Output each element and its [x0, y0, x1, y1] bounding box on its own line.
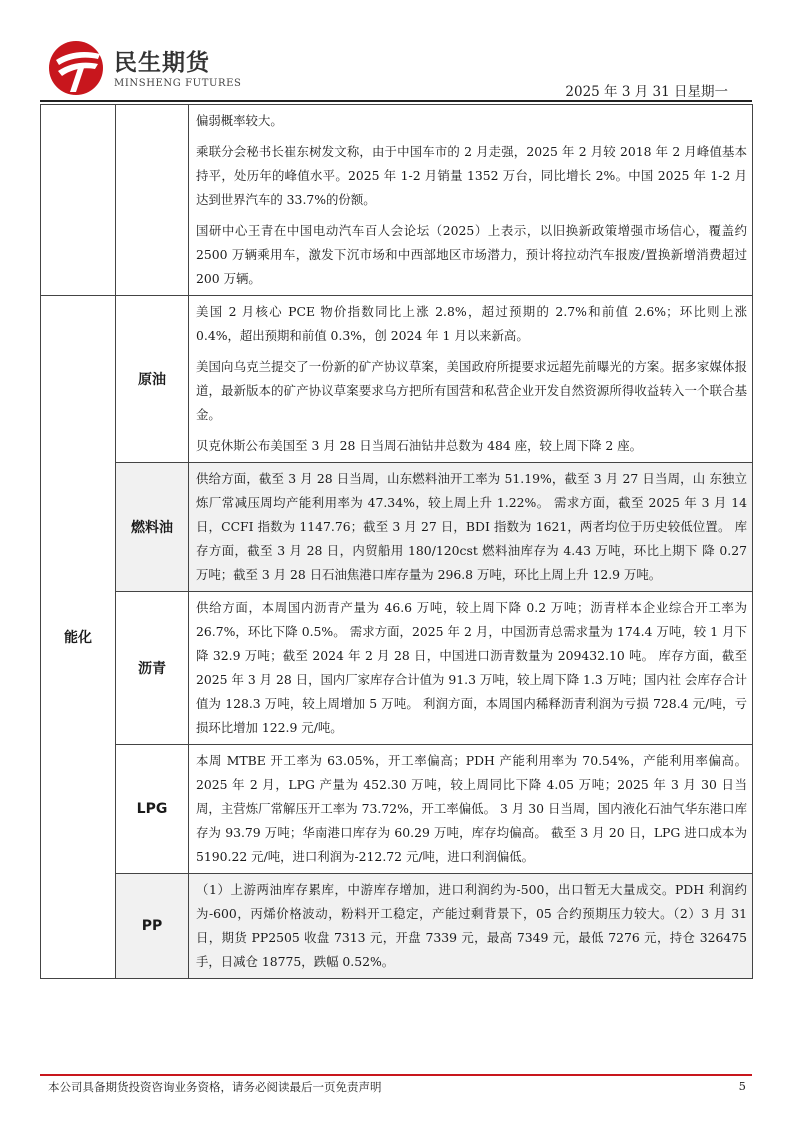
page-number: 5 [738, 1079, 746, 1093]
product-cell-lpg: LPG [116, 745, 189, 874]
paragraph: 美国向乌克兰提交了一份新的矿产协议草案，美国政府所提要求远超先前曝光的方案。据多家媒体报道，最新版本的矿产协议草案要求乌方把所有国营和私营企业开发自然资源所得收益转入一个联合基金。 [196, 359, 747, 422]
header-divider [40, 100, 752, 102]
commentary-cell [189, 105, 753, 296]
product-cell-crude-oil: 原油 [116, 296, 189, 463]
table-row-asphalt [41, 592, 753, 745]
footer-divider [40, 1074, 752, 1076]
table-row [41, 105, 753, 296]
product-cell-asphalt: 沥青 [116, 592, 189, 745]
brand-name-en: MINSHENG FUTURES [114, 78, 242, 89]
paragraph: 贝克休斯公布美国至 3 月 28 日当周石油钻井总数为 484 座，较上周下降 2 座。 [196, 438, 643, 453]
report-date: 2025 年 3 月 31 日星期一 [565, 84, 728, 100]
table-row-lpg [41, 745, 753, 874]
paragraph: 偏弱概率较大。 [196, 113, 283, 128]
brand-name-cn: 民生期货 [114, 50, 210, 76]
product-cell-fuel-oil: 燃料油 [116, 463, 189, 592]
paragraph: 供给方面，截至 3 月 28 日当周，山东燃料油开工率为 51.19%，截至 3 月 27 日当周，山 东独立炼厂常减压周均产能利用率为 47.34%，较上周上升 1.22%。 需求方面，截至 2025 年 3 月 14 日，CCFI 指数为 1147.76；截至 3 月 27 日，BDI 指数为 1621，两者均位于历史较低位置。 库存方面，截至 3 月 28 日，内贸船用 180/120cst 燃料油库存为 4.43 万吨，环比上期下 降 0.27 万吨；截至 3 月 28 日石油焦港口库存量为 296.8 万吨，环比上周上升 12.9 万吨。 [196, 471, 747, 582]
commentary-cell-fuel-oil [189, 463, 753, 592]
paragraph: 美国 2 月核心 PCE 物价指数同比上涨 2.8%，超过预期的 2.7%和前值 2.6%；环比则上涨 0.4%，超出预期和前值 0.3%，创 2024 年 1 月以来新高。 [196, 304, 747, 343]
commodity-table [40, 104, 753, 979]
paragraph: 国研中心王青在中国电动汽车百人会论坛（2025）上表示，以旧换新政策增强市场信心，覆盖约 2500 万辆乘用车，激发下沉市场和中西部地区市场潜力，预计将拉动汽车报废/置换新增消费超过 200 万辆。 [196, 223, 747, 286]
category-cell [41, 105, 116, 296]
commentary-cell-asphalt [189, 592, 753, 745]
commentary-cell-crude-oil [189, 296, 753, 463]
category-cell-energy: 能化 [41, 296, 116, 979]
product-cell [116, 105, 189, 296]
commentary-cell-lpg [189, 745, 753, 874]
table-row-fuel-oil [41, 463, 753, 592]
paragraph: 供给方面，本周国内沥青产量为 46.6 万吨，较上周下降 0.2 万吨；沥青样本企业综合开工率为 26.7%，环比下降 0.5%。 需求方面，2025 年 2 月，中国沥青总需求量为 174.4 万吨，较 1 月下降 32.9 万吨；截至 2024 年 2 月 28 日，中国进口沥青数量为 209432.10 吨。 库存方面，截至 2025 年 3 月 28 日，国内厂家库存合计值为 91.3 万吨，较上周下降 1.3 万吨；国内社 会库存合计值为 128.3 万吨，较上周增加 5 万吨。 利润方面，本周国内稀释沥青利润为亏损 728.4 元/吨，亏损环比增加 122.9 元/吨。 [196, 600, 747, 735]
paragraph: 乘联分会秘书长崔东树发文称，由于中国车市的 2 月走强，2025 年 2 月较 2018 年 2 月峰值基本持平，处历年的峰值水平。2025 年 1-2 月销量 1352 万台，同比增长 2%。中国 2025 年 1-2 月达到世界汽车的 33.7%的份额。 [196, 144, 747, 207]
footer-disclaimer: 本公司具备期货投资咨询业务资格，请务必阅读最后一页免责声明 [48, 1080, 382, 1094]
paragraph: 本周 MTBE 开工率为 63.05%，开工率偏高；PDH 产能利用率为 70.54%，产能利用率偏高。 2025 年 2 月，LPG 产量为 452.30 万吨，较上周同比下降 4.05 万吨；2025 年 3 月 30 日当周，主营炼厂常解压开工率为 73.72%，开工率偏低。 3 月 30 日当周，国内液化石油气华东港口库存为 93.79 万吨；华南港口库存为 60.29 万吨，库存均偏高。 截至 3 月 20 日，LPG 进口成本为 5190.22 元/吨，进口利润为-212.72 元/吨，进口利润偏低。 [196, 753, 747, 864]
company-logo [48, 38, 242, 98]
minsheng-logo-icon [48, 38, 108, 98]
paragraph: （1）上游两油库存累库，中游库存增加，进口利润约为-500，出口暂无大量成交。PDH 利润约为-600，丙烯价格波动，粉料开工稳定，产能过剩背景下，05 合约预期压力较大。（2）3 月 31 日，期货 PP2505 收盘 7313 元，开盘 7339 元，最高 7349 元，最低 7276 元，持仓 326475 手，日减仓 18775，跌幅 0.52%。 [196, 882, 747, 969]
table-row-crude-oil [41, 296, 753, 463]
product-cell-pp: PP [116, 874, 189, 979]
commentary-cell-pp [189, 874, 753, 979]
table-row-pp [41, 874, 753, 979]
